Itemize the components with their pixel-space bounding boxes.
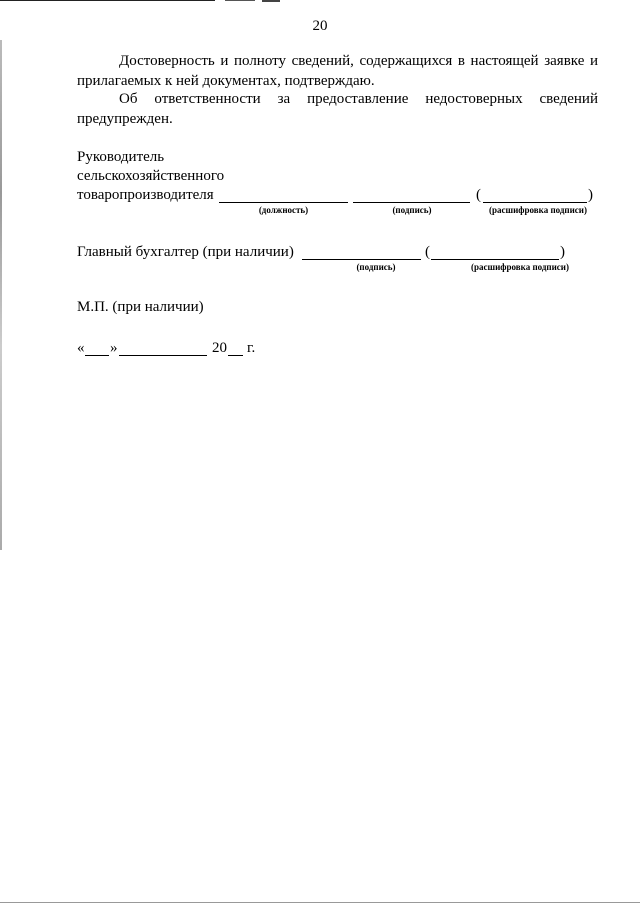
accountant-name-blank[interactable] [431,259,559,260]
accountant-paren-close: ) [560,244,565,260]
head-signature-blank[interactable] [353,202,470,203]
date-open-quote: « [77,340,85,356]
head-caption-signature: (подпись) [392,205,432,215]
scan-artifact-bottom-edge [0,902,640,903]
scan-artifact-top [0,0,300,3]
accountant-label: Главный бухгалтер (при наличии) [77,244,294,260]
date-year-prefix: 20 [212,340,227,356]
page-number: 20 [312,18,328,34]
head-caption-name: (расшифровка подписи) [489,205,587,215]
head-label-line3: товаропроизводителя [77,187,214,203]
head-name-blank[interactable] [483,202,587,203]
head-paren-close: ) [588,187,593,203]
accountant-caption-signature: (подпись) [356,262,396,272]
accountant-caption-name: (расшифровка подписи) [471,262,569,272]
scan-artifact-left-edge [0,40,2,550]
date-year-suffix: г. [247,340,256,356]
seal-label: М.П. (при наличии) [77,299,204,315]
accountant-paren-open: ( [425,244,430,260]
head-position-blank[interactable] [219,202,348,203]
paragraph-confirmation: Достоверность и полноту сведений, содержащихся в настоящей заявке и прилагаемых к ней документах, подтверждаю. [77,53,598,89]
head-label-line1: Руководитель [77,149,165,165]
date-month-blank[interactable] [119,355,207,356]
accountant-signature-blank[interactable] [302,259,421,260]
date-day-blank[interactable] [85,355,109,356]
paragraph-responsibility: Об ответственности за предоставление недостоверных сведений предупрежден. [77,91,598,127]
head-caption-position: (должность) [258,205,309,215]
date-close-quote: » [110,340,118,356]
head-label-line2: сельскохозяйственного [77,168,225,184]
date-year-blank[interactable] [228,355,243,356]
head-paren-open: ( [476,187,481,203]
